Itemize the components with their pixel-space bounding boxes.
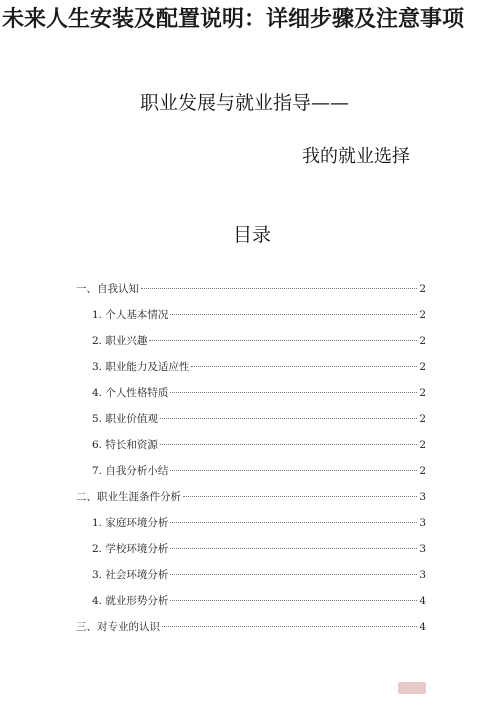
toc-entry-page: 2 (419, 283, 426, 295)
toc-entry-label: 三、对专业的认识 (76, 621, 160, 633)
toc-entry[interactable] (76, 536, 426, 562)
table-of-contents (76, 276, 426, 640)
toc-entry[interactable] (76, 588, 426, 614)
document-main-title: 职业发展与就业指导—— (140, 92, 350, 114)
toc-entry-page: 4 (419, 595, 426, 607)
toc-entry-label: 4. 就业形势分析 (92, 595, 169, 607)
toc-heading: 目录 (233, 224, 272, 246)
toc-dot-leader (170, 548, 417, 549)
toc-entry-page: 2 (419, 439, 426, 451)
toc-entry-label: 一、自我认知 (76, 283, 139, 295)
toc-entry-page: 2 (419, 413, 426, 425)
toc-dot-leader (170, 470, 417, 471)
toc-dot-leader (160, 444, 417, 445)
toc-entry-label: 1. 家庭环境分析 (92, 517, 169, 529)
document-page (0, 80, 500, 707)
toc-dot-leader (162, 626, 417, 627)
toc-entry[interactable] (76, 614, 426, 640)
toc-entry-page: 4 (419, 621, 426, 633)
toc-entry-label: 6. 特长和资源 (92, 439, 158, 451)
toc-entry-label: 2. 学校环境分析 (92, 543, 169, 555)
toc-entry-label: 二、职业生涯条件分析 (76, 491, 181, 503)
toc-entry[interactable] (76, 328, 426, 354)
toc-entry-page: 2 (419, 309, 426, 321)
toc-dot-leader (170, 392, 417, 393)
toc-dot-leader (191, 366, 417, 367)
toc-entry-label: 5. 职业价值观 (92, 413, 158, 425)
toc-entry-page: 3 (419, 517, 426, 529)
toc-entry-page: 2 (419, 387, 426, 399)
toc-entry[interactable] (76, 510, 426, 536)
toc-entry[interactable] (76, 562, 426, 588)
toc-entry[interactable] (76, 302, 426, 328)
toc-entry-page: 3 (419, 491, 426, 503)
toc-entry[interactable] (76, 484, 426, 510)
toc-entry[interactable] (76, 458, 426, 484)
toc-entry-page: 3 (419, 569, 426, 581)
toc-dot-leader (149, 340, 417, 341)
toc-dot-leader (170, 574, 417, 575)
toc-entry-label: 1. 个人基本情况 (92, 309, 169, 321)
toc-entry-label: 4. 个人性格特质 (92, 387, 169, 399)
toc-entry[interactable] (76, 406, 426, 432)
toc-entry-page: 2 (419, 465, 426, 477)
document-sub-title: 我的就业选择 (302, 146, 410, 167)
toc-entry[interactable] (76, 380, 426, 406)
toc-entry-label: 3. 社会环境分析 (92, 569, 169, 581)
toc-entry[interactable] (76, 354, 426, 380)
toc-entry[interactable] (76, 276, 426, 302)
toc-entry-label: 7. 自我分析小结 (92, 465, 169, 477)
toc-dot-leader (141, 288, 417, 289)
toc-entry-page: 2 (419, 361, 426, 373)
toc-entry-label: 2. 职业兴趣 (92, 335, 148, 347)
toc-entry-page: 2 (419, 335, 426, 347)
toc-dot-leader (170, 314, 417, 315)
toc-dot-leader (183, 496, 417, 497)
toc-entry[interactable] (76, 432, 426, 458)
toc-entry-page: 3 (419, 543, 426, 555)
article-title: 未来人生安装及配置说明：详细步骤及注意事项 (2, 7, 465, 32)
toc-dot-leader (160, 418, 417, 419)
toc-entry-label: 3. 职业能力及适应性 (92, 361, 190, 373)
toc-dot-leader (170, 600, 417, 601)
toc-dot-leader (170, 522, 417, 523)
watermark-logo (398, 682, 426, 694)
